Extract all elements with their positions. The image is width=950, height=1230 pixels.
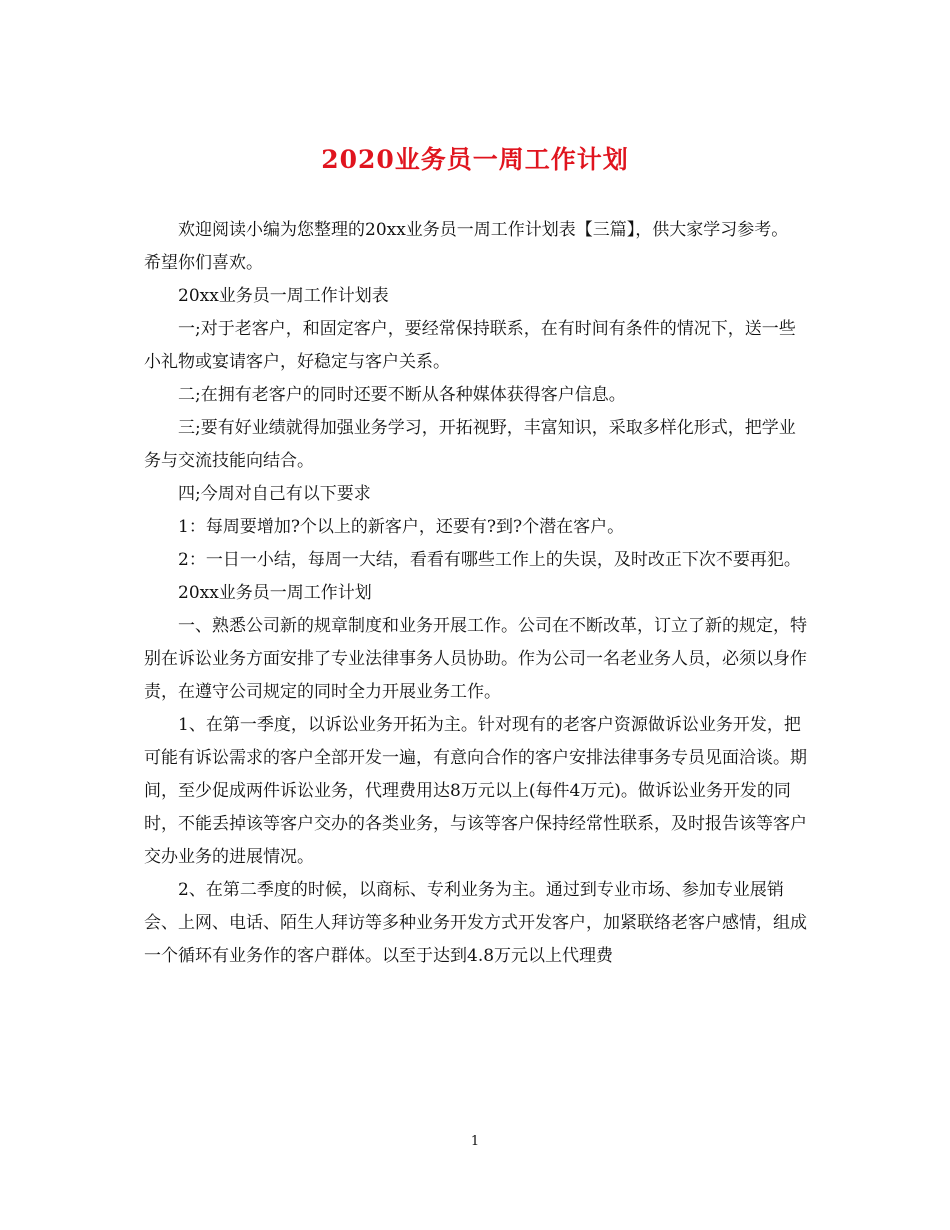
- paragraph: 2、在第二季度的时候，以商标、专利业务为主。通过到专业市场、参加专业展销会、上网、电话、陌生人拜访等多种业务开发方式开发客户，加紧联络老客户感情，组成一个循环有业务作的客户群体。以至于达到4.8万元以上代理费: [144, 880, 807, 966]
- paragraph: 四;今周对自己有以下要求: [178, 484, 371, 504]
- paragraph: 20xx业务员一周工作计划表: [178, 286, 389, 306]
- paragraph: 2：一日一小结，每周一大结，看看有哪些工作上的失误，及时改正下次不要再犯。: [178, 550, 801, 570]
- paragraph: 一;对于老客户，和固定客户，要经常保持联系，在有时间有条件的情况下，送一些小礼物或宴请客户，好稳定与客户关系。: [144, 319, 796, 372]
- paragraph: 二;在拥有老客户的同时还要不断从各种媒体获得客户信息。: [178, 385, 626, 405]
- paragraph: 1：每周要增加?个以上的新客户，还要有?到?个潜在客户。: [178, 517, 625, 537]
- document-body: [144, 214, 808, 973]
- paragraph: 20xx业务员一周工作计划: [178, 583, 372, 603]
- paragraph: 欢迎阅读小编为您整理的20xx业务员一周工作计划表【三篇】，供大家学习参考。 希望你们喜欢。: [144, 220, 789, 273]
- paragraph: 一、熟悉公司新的规章制度和业务开展工作。公司在不断改革，订立了新的规定，特别在诉讼业务方面安排了专业法律事务人员协助。作为公司一名老业务人员，必须以身作责，在遵守公司规定的同时全力开展业务工作。: [144, 616, 807, 702]
- paragraph: 三;要有好业绩就得加强业务学习，开拓视野，丰富知识，采取多样化形式，把学业务与交流技能向结合。: [144, 418, 796, 471]
- paragraph: 1、在第一季度，以诉讼业务开拓为主。针对现有的老客户资源做诉讼业务开发，把可能有诉讼需求的客户全部开发一遍，有意向合作的客户安排法律事务专员见面洽谈。期间，至少促成两件诉讼业务，代理费用达8万元以上(每件4万元)。做诉讼业务开发的同时，不能丢掉该等客户交办的各类业务，与该等客户保持经常性联系，及时报告该等客户交办业务的进展情况。: [144, 715, 807, 867]
- document-title: 2020业务员一周工作计划: [321, 145, 629, 174]
- page-number: 1: [470, 1134, 480, 1149]
